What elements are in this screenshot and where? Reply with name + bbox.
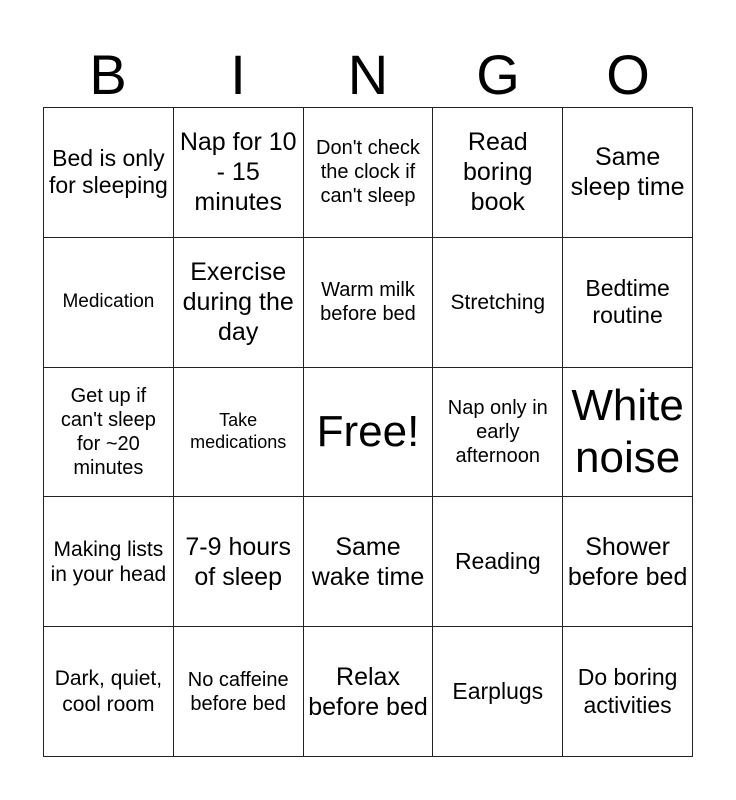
cell-text: Nap only in early afternoon	[447, 396, 548, 467]
bingo-cell[interactable]	[433, 497, 563, 627]
cell-text: Reading	[454, 547, 541, 574]
bingo-cell[interactable]	[44, 368, 174, 498]
bingo-cell[interactable]	[563, 627, 693, 757]
cell-text: Making lists in your head	[50, 537, 167, 586]
cell-text: Nap for 10 - 15 minutes	[179, 128, 297, 217]
bingo-cell[interactable]	[563, 108, 693, 238]
cell-text: Do boring activities	[577, 664, 678, 718]
bingo-cell[interactable]	[44, 627, 174, 757]
cell-text: Read boring book	[463, 128, 533, 217]
bingo-cell[interactable]	[174, 368, 304, 498]
bingo-cell[interactable]	[304, 238, 434, 368]
cell-text: Same wake time	[311, 532, 425, 591]
bingo-cell-free[interactable]	[304, 368, 434, 498]
bingo-board	[43, 107, 693, 757]
cell-text: Bed is only for sleeping	[48, 144, 168, 199]
cell-text: Take medications	[190, 410, 287, 452]
cell-text: Relax before bed	[308, 662, 428, 721]
cell-text: No caffeine before bed	[187, 668, 289, 715]
header-letter-g: G	[476, 43, 520, 106]
bingo-cell[interactable]	[433, 108, 563, 238]
header-letter-o: O	[606, 43, 650, 106]
cell-text: Warm milk before bed	[320, 279, 416, 326]
bingo-cell[interactable]	[44, 108, 174, 238]
cell-text: Stretching	[450, 290, 546, 314]
bingo-cell[interactable]	[304, 627, 434, 757]
cell-text: Get up if can't sleep for ~20 minutes	[60, 384, 156, 479]
bingo-cell[interactable]	[174, 108, 304, 238]
cell-text: White noise	[571, 381, 684, 482]
bingo-cell[interactable]	[174, 238, 304, 368]
bingo-cell[interactable]	[563, 238, 693, 368]
cell-text: Same sleep time	[570, 143, 685, 202]
bingo-cell[interactable]	[304, 497, 434, 627]
bingo-cell[interactable]	[563, 368, 693, 498]
cell-text: Earplugs	[452, 677, 544, 704]
bingo-cell[interactable]	[304, 108, 434, 238]
header-letter-n: N	[347, 43, 389, 106]
bingo-cell[interactable]	[433, 627, 563, 757]
bingo-cell[interactable]	[44, 497, 174, 627]
cell-text: Shower before bed	[567, 532, 688, 591]
free-space-text: Free!	[316, 407, 420, 457]
bingo-header	[43, 44, 693, 106]
bingo-cell[interactable]	[174, 627, 304, 757]
bingo-cell[interactable]	[44, 238, 174, 368]
cell-text: Don't check the clock if can't sleep	[316, 137, 420, 208]
header-letter-b: B	[89, 43, 127, 106]
cell-text: Medication	[62, 290, 155, 312]
header-letter-i: I	[230, 43, 246, 106]
bingo-cell[interactable]	[174, 497, 304, 627]
cell-text: Dark, quiet, cool room	[54, 667, 163, 716]
cell-text: 7-9 hours of sleep	[185, 532, 291, 591]
bingo-cell[interactable]	[563, 497, 693, 627]
bingo-cell[interactable]	[433, 368, 563, 498]
cell-text: Exercise during the day	[182, 258, 294, 347]
bingo-cell[interactable]	[433, 238, 563, 368]
cell-text: Bedtime routine	[585, 274, 670, 329]
